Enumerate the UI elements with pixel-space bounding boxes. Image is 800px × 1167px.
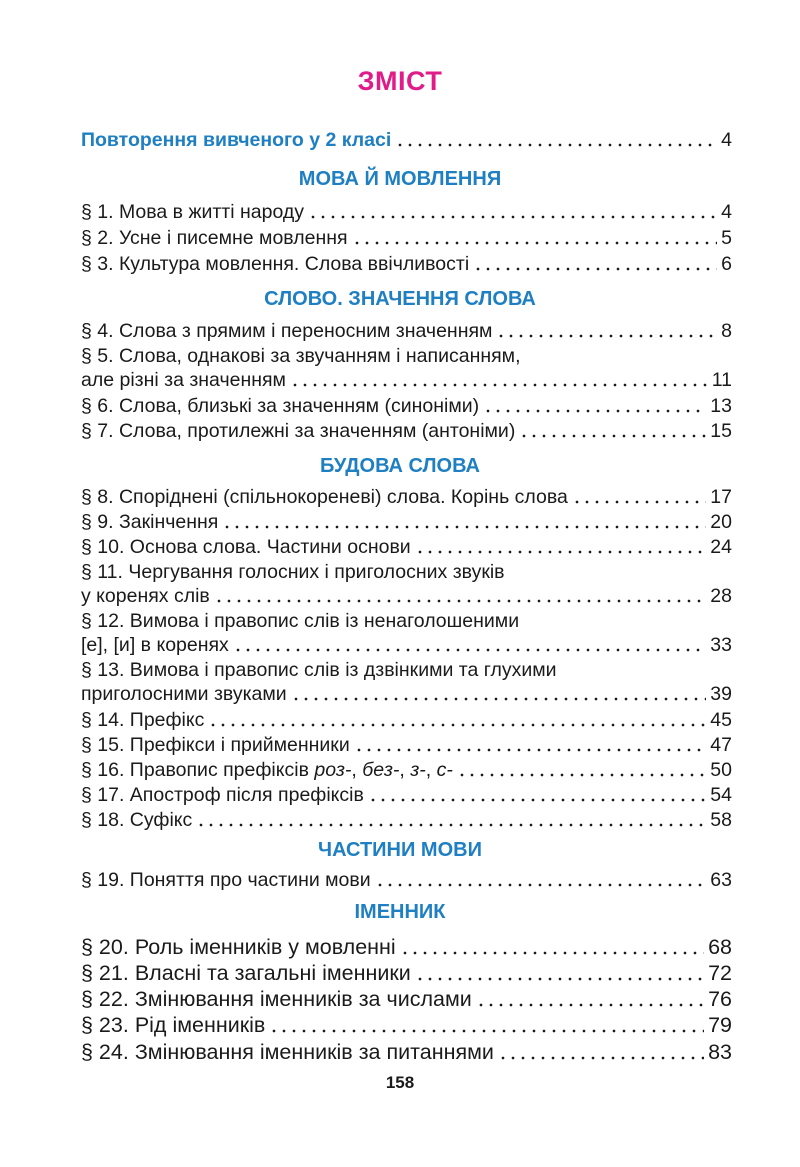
toc-entry — [81, 483, 732, 509]
toc-entry-page: 58 — [710, 809, 732, 831]
leader-dots — [269, 1029, 704, 1033]
toc-entry: § 16. Правопис префіксів роз-, без-, з-, с- 50 — [81, 759, 732, 781]
leader-dots — [368, 798, 706, 802]
leader-dots — [214, 599, 707, 603]
leader-dots — [290, 383, 708, 387]
toc-entry-label: Змінювання іменників за числами — [134, 987, 472, 1011]
toc-entry-label: приголосними звуками — [81, 683, 287, 705]
toc-entry-page: 68 — [708, 935, 732, 959]
leader-dots — [457, 773, 706, 777]
toc-entry — [81, 781, 732, 807]
section-heading: МОВА Й МОВЛЕННЯ — [298, 168, 502, 190]
toc-entry — [81, 932, 732, 960]
leader-dots — [572, 500, 706, 504]
leader-dots — [496, 334, 717, 338]
toc-entry-page: 47 — [710, 734, 732, 756]
toc-entry-page: 4 — [721, 201, 732, 223]
section-number: § 16. — [81, 759, 125, 781]
toc-entry-page: 11 — [711, 369, 732, 391]
section-number: § 22. — [81, 987, 129, 1011]
leader-dots — [476, 1003, 704, 1007]
toc-entry-page: 17 — [710, 486, 732, 508]
toc-entry-label: Префікси і прийменники — [129, 734, 350, 756]
toc-entry-page: 54 — [710, 784, 732, 806]
toc-entry-label: Слова, протилежні за значенням (антоніми) — [118, 420, 516, 442]
toc-entry-label: Рід іменників — [134, 1013, 266, 1037]
page-number: 158 — [385, 1073, 415, 1092]
section-number: § 20. — [81, 935, 129, 959]
toc-entry-first-line: § 12. Вимова і правопис слів із ненаголошеними — [81, 610, 520, 632]
toc-entry-page: 39 — [710, 683, 732, 705]
toc-entry-page: 24 — [710, 536, 732, 558]
leader-dots — [222, 525, 706, 529]
leader-dots — [415, 550, 707, 554]
toc-entry — [81, 392, 732, 418]
toc-entry-page: 83 — [708, 1040, 732, 1064]
toc-entry-page: 5 — [721, 227, 732, 249]
toc-entry — [81, 417, 732, 443]
prefix-term: без- — [362, 759, 400, 781]
section-number: § 11. — [81, 561, 123, 583]
toc-entry-label: Правопис префіксів — [129, 759, 315, 781]
toc-entry — [81, 317, 732, 343]
toc-entry-page: 63 — [710, 869, 732, 891]
leader-dots — [291, 697, 707, 701]
leader-dots — [415, 977, 704, 981]
leader-dots — [483, 409, 706, 413]
toc-entry — [81, 250, 732, 276]
section-number: § 17. — [81, 784, 125, 806]
page-title: ЗМІСТ — [357, 66, 443, 96]
section-number: § 4. — [81, 320, 114, 342]
section-number: § 18. — [81, 809, 125, 831]
toc-entry-label: Мова в житті народу — [118, 201, 304, 223]
toc-entry-label: Слова, близькі за значенням (синоніми) — [118, 395, 480, 417]
section-number: § 23. — [81, 1013, 129, 1037]
section-number: § 10. — [81, 536, 125, 558]
section-number: § 2. — [81, 227, 114, 249]
toc-entry — [81, 1037, 732, 1065]
toc-entry-label: Змінювання іменників за питаннями — [134, 1040, 494, 1064]
leader-dots — [395, 143, 717, 147]
section-number: § 1. — [81, 201, 114, 223]
leader-dots — [208, 723, 706, 727]
toc-entry-page: 28 — [710, 585, 732, 607]
toc-entry — [81, 731, 732, 757]
toc-entry-label: Слова з прямим і переносним значенням — [118, 320, 493, 342]
toc-entry — [81, 508, 732, 534]
toc-entry-page: 13 — [710, 395, 732, 417]
toc-entry-label: Префікс — [129, 709, 205, 731]
leader-dots — [375, 883, 707, 887]
leader-dots — [519, 434, 706, 438]
toc-entry — [81, 706, 732, 732]
toc-entry-page: 72 — [708, 961, 732, 985]
toc-entry-page: 15 — [710, 420, 732, 442]
toc-entry-label: Основа слова. Частини основи — [129, 536, 411, 558]
toc-entry-label: Закінчення — [118, 511, 219, 533]
toc-entry — [81, 198, 732, 224]
section-number: § 15. — [81, 734, 125, 756]
toc-entry — [81, 366, 732, 392]
toc-entry — [81, 866, 732, 892]
section-heading: БУДОВА СЛОВА — [320, 455, 480, 477]
section-heading: СЛОВО. ЗНАЧЕННЯ СЛОВА — [264, 288, 536, 310]
section-number: § 7. — [81, 420, 114, 442]
toc-entry — [81, 958, 732, 986]
toc-entry — [81, 806, 732, 832]
section-number: § 3. — [81, 253, 114, 275]
toc-entry-page: 8 — [721, 320, 732, 342]
toc-entry-label: Власні та загальні іменники — [134, 961, 411, 985]
toc-entry-page: 20 — [710, 511, 732, 533]
toc-entry-first-line: § 11. Чергування голосних і приголосних звуків — [81, 561, 505, 583]
section-number: § 24. — [81, 1040, 129, 1064]
toc-entry-label: Суфікс — [129, 809, 193, 831]
toc-entry — [81, 631, 732, 657]
leader-dots — [233, 648, 706, 652]
toc-entry — [81, 224, 732, 250]
leader-dots — [354, 748, 707, 752]
toc-entry-page: 76 — [708, 987, 732, 1011]
toc-entry-label: Усне і писемне мовлення — [118, 227, 348, 249]
toc-entry-first-line: § 13. Вимова і правопис слів із дзвінкими та глухими — [81, 659, 557, 681]
section-number: § 9. — [81, 511, 114, 533]
toc-entry-label: Поняття про частини мови — [129, 869, 371, 891]
section-heading: ІМЕННИК — [354, 901, 446, 923]
toc-entry-first-line: § 5. Слова, однакові за звучанням і написанням, — [81, 345, 521, 367]
toc-entry-label: у коренях слів — [81, 585, 210, 607]
section-number: § 13. — [81, 659, 125, 681]
leader-dots — [308, 215, 717, 219]
section-number: § 19. — [81, 869, 125, 891]
section-number: § 21. — [81, 961, 129, 985]
toc-entry-label: Споріднені (спільнокореневі) слова. Корінь слова — [118, 486, 568, 508]
toc-entry-page: 33 — [710, 634, 732, 656]
toc-entry-page: 6 — [721, 253, 732, 275]
leader-dots — [498, 1056, 704, 1060]
toc-entry-page: 79 — [708, 1013, 732, 1037]
toc-entry-label: Апостроф після префіксів — [129, 784, 364, 806]
toc-entry-label: але різні за значенням — [81, 369, 286, 391]
prefix-term: роз- — [314, 759, 352, 781]
section-number: § 12. — [81, 610, 125, 632]
section-heading: ЧАСТИНИ МОВИ — [318, 839, 482, 861]
leader-dots — [400, 951, 704, 955]
toc-entry — [81, 984, 732, 1012]
toc-entry-label: Культура мовлення. Слова ввічливості — [118, 253, 470, 275]
section-number: § 5. — [81, 345, 114, 367]
section-number: § 14. — [81, 709, 125, 731]
toc-entry — [81, 1010, 732, 1038]
toc-entry-page: 4 — [721, 129, 732, 151]
toc-entry-label: [е], [и] в коренях — [81, 634, 229, 656]
toc-entry — [81, 582, 732, 608]
leader-dots — [196, 823, 706, 827]
toc-entry-page: 50 — [710, 759, 732, 781]
section-number: § 8. — [81, 486, 114, 508]
leader-dots — [352, 241, 718, 245]
leader-dots — [473, 267, 717, 271]
section-number: § 6. — [81, 395, 114, 417]
toc-entry-label: Повторення вивченого у 2 класі — [81, 129, 392, 151]
toc-entry — [81, 533, 732, 559]
toc-entry-page: 45 — [710, 709, 732, 731]
toc-entry-intro — [81, 126, 732, 152]
toc-entry — [81, 680, 732, 706]
prefix-term: с- — [436, 759, 453, 781]
prefix-term: з- — [410, 759, 426, 781]
toc-entry-label: Роль іменників у мовленні — [134, 935, 396, 959]
